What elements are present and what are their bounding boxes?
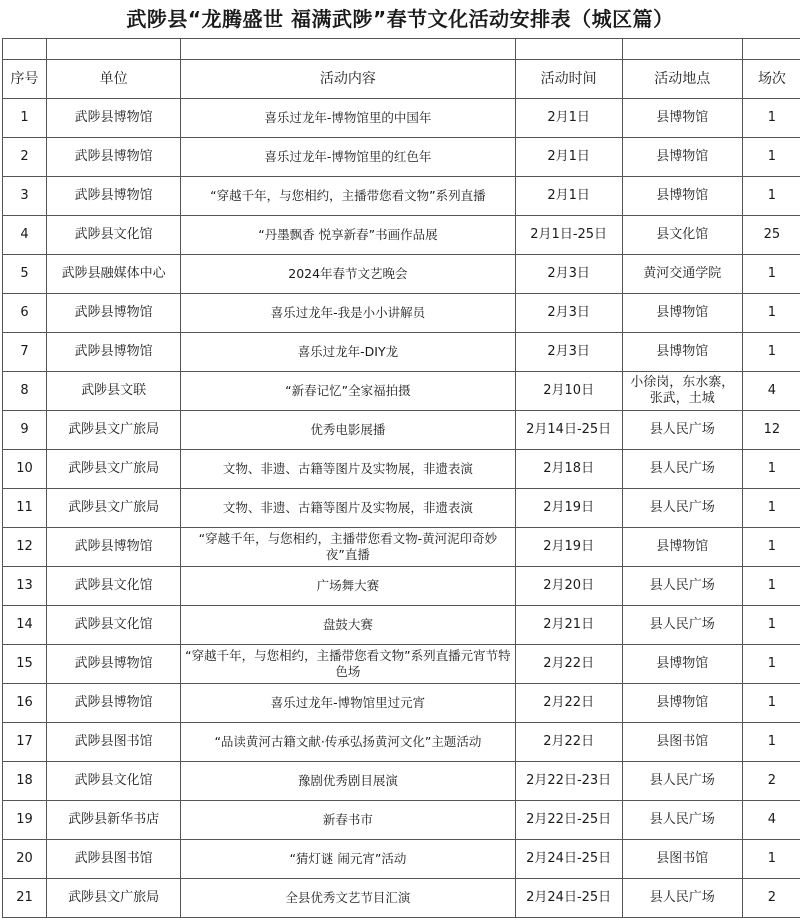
cell-time: 2月22日 <box>515 684 622 723</box>
cell-unit: 武陟县文化馆 <box>47 216 181 255</box>
table-row <box>3 372 800 411</box>
cell-unit: 武陟县博物馆 <box>47 333 181 372</box>
cell-content: “穿越千年，与您相约，主播带您看文物-黄河泥印奇妙夜”直播 <box>181 528 515 567</box>
cell-unit: 武陟县新华书店 <box>47 801 181 840</box>
table-row <box>3 138 800 177</box>
table-row <box>3 411 800 450</box>
cell-time: 2月3日 <box>515 333 622 372</box>
header-unit: 单位 <box>47 60 181 99</box>
cell-unit: 武陟县博物馆 <box>47 645 181 684</box>
cell-count: 1 <box>742 489 800 528</box>
cell-no: 9 <box>3 411 47 450</box>
cell-count: 1 <box>742 255 800 294</box>
cell-time: 2月3日 <box>515 294 622 333</box>
table-row <box>3 567 800 606</box>
cell-count: 1 <box>742 840 800 879</box>
cell-time: 2月1日 <box>515 177 622 216</box>
header-no: 序号 <box>3 60 47 99</box>
cell-count: 1 <box>742 723 800 762</box>
cell-count: 1 <box>742 138 800 177</box>
cell-time: 2月22日-23日 <box>515 762 622 801</box>
cell-no: 8 <box>3 372 47 411</box>
cell-no: 4 <box>3 216 47 255</box>
cell-count: 1 <box>742 528 800 567</box>
cell-count: 25 <box>742 216 800 255</box>
cell-no: 15 <box>3 645 47 684</box>
cell-unit: 武陟县文化馆 <box>47 762 181 801</box>
spacer-row <box>3 39 800 60</box>
cell-place: 县人民广场 <box>622 567 742 606</box>
cell-count: 1 <box>742 606 800 645</box>
table-row <box>3 450 800 489</box>
cell-content: “品读黄河古籍文献·传承弘扬黄河文化”主题活动 <box>181 723 515 762</box>
cell-no: 1 <box>3 99 47 138</box>
cell-time: 2月24日-25日 <box>515 840 622 879</box>
cell-content: 广场舞大赛 <box>181 567 515 606</box>
cell-place: 县博物馆 <box>622 138 742 177</box>
cell-no: 18 <box>3 762 47 801</box>
cell-place: 县人民广场 <box>622 879 742 918</box>
cell-place: 小徐岗，东水寨，张武，土城 <box>622 372 742 411</box>
activity-table <box>2 38 800 918</box>
cell-no: 6 <box>3 294 47 333</box>
table-row <box>3 645 800 684</box>
header-time: 活动时间 <box>515 60 622 99</box>
table-row <box>3 255 800 294</box>
cell-unit: 武陟县博物馆 <box>47 99 181 138</box>
cell-content: “穿越千年，与您相约，主播带您看文物”系列直播 <box>181 177 515 216</box>
cell-time: 2月19日 <box>515 489 622 528</box>
cell-place: 县博物馆 <box>622 528 742 567</box>
table-row <box>3 879 800 918</box>
cell-unit: 武陟县博物馆 <box>47 528 181 567</box>
cell-unit: 武陟县融媒体中心 <box>47 255 181 294</box>
table-row <box>3 216 800 255</box>
table-row <box>3 489 800 528</box>
table-row <box>3 723 800 762</box>
cell-content: 文物、非遗、古籍等图片及实物展，非遗表演 <box>181 489 515 528</box>
cell-place: 县博物馆 <box>622 333 742 372</box>
table-row <box>3 333 800 372</box>
cell-no: 10 <box>3 450 47 489</box>
cell-place: 县博物馆 <box>622 177 742 216</box>
cell-content: 喜乐过龙年-博物馆里的中国年 <box>181 99 515 138</box>
cell-count: 1 <box>742 99 800 138</box>
cell-unit: 武陟县文联 <box>47 372 181 411</box>
cell-count: 1 <box>742 177 800 216</box>
cell-no: 21 <box>3 879 47 918</box>
cell-no: 5 <box>3 255 47 294</box>
cell-time: 2月1日 <box>515 138 622 177</box>
page-title: 武陟县“龙腾盛世 福满武陟”春节文化活动安排表（城区篇） <box>126 7 674 31</box>
cell-unit: 武陟县文化馆 <box>47 567 181 606</box>
cell-no: 17 <box>3 723 47 762</box>
cell-count: 2 <box>742 879 800 918</box>
cell-time: 2月19日 <box>515 528 622 567</box>
table-row <box>3 606 800 645</box>
cell-content: 豫剧优秀剧目展演 <box>181 762 515 801</box>
cell-unit: 武陟县博物馆 <box>47 294 181 333</box>
cell-place: 县博物馆 <box>622 294 742 333</box>
cell-time: 2月21日 <box>515 606 622 645</box>
cell-content: 喜乐过龙年-我是小小讲解员 <box>181 294 515 333</box>
cell-place: 县人民广场 <box>622 450 742 489</box>
cell-count: 1 <box>742 567 800 606</box>
header-count: 场次 <box>742 60 800 99</box>
cell-no: 19 <box>3 801 47 840</box>
cell-content: “丹墨飘香 悦享新春”书画作品展 <box>181 216 515 255</box>
cell-unit: 武陟县博物馆 <box>47 138 181 177</box>
cell-content: “猜灯谜 闹元宵”活动 <box>181 840 515 879</box>
cell-content: 喜乐过龙年-博物馆里过元宵 <box>181 684 515 723</box>
cell-unit: 武陟县文广旅局 <box>47 489 181 528</box>
cell-place: 县人民广场 <box>622 489 742 528</box>
cell-place: 县人民广场 <box>622 606 742 645</box>
table-row <box>3 294 800 333</box>
cell-no: 20 <box>3 840 47 879</box>
cell-count: 1 <box>742 450 800 489</box>
cell-unit: 武陟县文化馆 <box>47 606 181 645</box>
cell-unit: 武陟县文广旅局 <box>47 411 181 450</box>
table-row <box>3 99 800 138</box>
cell-place: 县文化馆 <box>622 216 742 255</box>
cell-no: 16 <box>3 684 47 723</box>
cell-unit: 武陟县图书馆 <box>47 840 181 879</box>
cell-time: 2月3日 <box>515 255 622 294</box>
cell-time: 2月10日 <box>515 372 622 411</box>
cell-unit: 武陟县图书馆 <box>47 723 181 762</box>
cell-time: 2月22日 <box>515 723 622 762</box>
cell-no: 2 <box>3 138 47 177</box>
header-content: 活动内容 <box>181 60 515 99</box>
cell-count: 1 <box>742 684 800 723</box>
cell-time: 2月22日 <box>515 645 622 684</box>
cell-place: 县人民广场 <box>622 411 742 450</box>
cell-content: 盘鼓大赛 <box>181 606 515 645</box>
cell-no: 12 <box>3 528 47 567</box>
cell-content: “穿越千年，与您相约，主播带您看文物”系列直播元宵节特色场 <box>181 645 515 684</box>
cell-place: 县图书馆 <box>622 840 742 879</box>
table-row <box>3 528 800 567</box>
cell-time: 2月14日-25日 <box>515 411 622 450</box>
cell-count: 4 <box>742 801 800 840</box>
cell-count: 2 <box>742 762 800 801</box>
table-row <box>3 840 800 879</box>
cell-count: 4 <box>742 372 800 411</box>
cell-no: 11 <box>3 489 47 528</box>
cell-no: 13 <box>3 567 47 606</box>
cell-time: 2月20日 <box>515 567 622 606</box>
cell-content: 新春书市 <box>181 801 515 840</box>
cell-time: 2月1日-25日 <box>515 216 622 255</box>
cell-content: 优秀电影展播 <box>181 411 515 450</box>
cell-place: 县人民广场 <box>622 762 742 801</box>
cell-no: 7 <box>3 333 47 372</box>
cell-time: 2月1日 <box>515 99 622 138</box>
cell-place: 县博物馆 <box>622 99 742 138</box>
cell-content: 喜乐过龙年-DIY龙 <box>181 333 515 372</box>
cell-content: 全县优秀文艺节目汇演 <box>181 879 515 918</box>
cell-unit: 武陟县文广旅局 <box>47 450 181 489</box>
cell-count: 1 <box>742 333 800 372</box>
table-row <box>3 177 800 216</box>
header-place: 活动地点 <box>622 60 742 99</box>
cell-place: 县人民广场 <box>622 801 742 840</box>
cell-place: 县博物馆 <box>622 645 742 684</box>
cell-unit: 武陟县博物馆 <box>47 684 181 723</box>
cell-content: 2024年春节文艺晚会 <box>181 255 515 294</box>
cell-content: 喜乐过龙年-博物馆里的红色年 <box>181 138 515 177</box>
cell-place: 县博物馆 <box>622 684 742 723</box>
cell-time: 2月24日-25日 <box>515 879 622 918</box>
cell-count: 1 <box>742 645 800 684</box>
cell-time: 2月22日-25日 <box>515 801 622 840</box>
header-row <box>3 60 800 99</box>
table-row <box>3 684 800 723</box>
cell-time: 2月18日 <box>515 450 622 489</box>
cell-place: 黄河交通学院 <box>622 255 742 294</box>
table-row <box>3 801 800 840</box>
cell-place: 县图书馆 <box>622 723 742 762</box>
cell-no: 14 <box>3 606 47 645</box>
cell-count: 1 <box>742 294 800 333</box>
cell-no: 3 <box>3 177 47 216</box>
cell-content: “新春记忆”全家福拍摄 <box>181 372 515 411</box>
table-row <box>3 762 800 801</box>
cell-unit: 武陟县博物馆 <box>47 177 181 216</box>
cell-content: 文物、非遗、古籍等图片及实物展，非遗表演 <box>181 450 515 489</box>
cell-unit: 武陟县文广旅局 <box>47 879 181 918</box>
cell-count: 12 <box>742 411 800 450</box>
